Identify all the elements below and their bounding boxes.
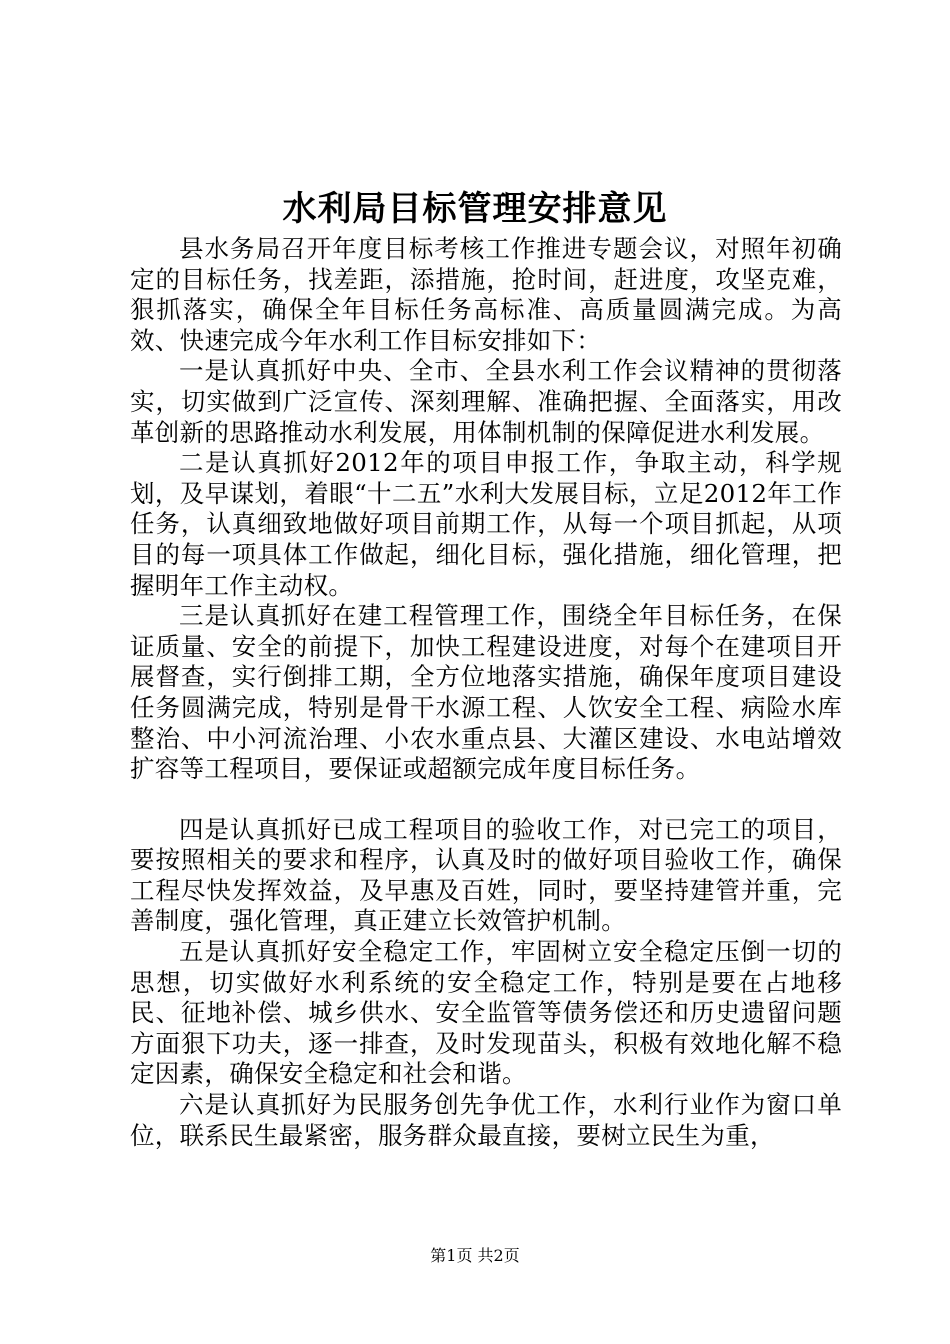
paragraph-item-2: 二是认真抓好2012年的项目申报工作，争取主动，科学规划，及早谋划，着眼“十二五”水利大发展目标，立足2012年工作任务，认真细致地做好项目前期工作，从每一个项目抓起，从项目的每一项具体工作做起，细化目标，强化措施，细化管理，把握明年工作主动权。	[130, 448, 842, 600]
document-body	[130, 234, 842, 1151]
paragraph-intro: 县水务局召开年度目标考核工作推进专题会议，对照年初确定的目标任务，找差距，添措施，抢时间，赶进度，攻坚克难，狠抓落实，确保全年目标任务高标准、高质量圆满完成。为高效、快速完成今年水利工作目标安排如下：	[130, 234, 842, 355]
paragraph-item-1: 一是认真抓好中央、全市、全县水利工作会议精神的贯彻落实，切实做到广泛宣传、深刻理解、准确把握、全面落实，用改革创新的思路推动水利发展，用体制机制的保障促进水利发展。	[130, 356, 842, 447]
paragraph-item-6: 六是认真抓好为民服务创先争优工作，水利行业作为窗口单位，联系民生最紧密，服务群众最直接，要树立民生为重，	[130, 1090, 842, 1150]
page-number-footer: 第1页 共2页	[430, 1246, 520, 1265]
paragraph-item-5: 五是认真抓好安全稳定工作，牢固树立安全稳定压倒一切的思想，切实做好水利系统的安全稳定工作，特别是要在占地移民、征地补偿、城乡供水、安全监管等债务偿还和历史遗留问题方面狠下功夫，逐一排查，及时发现苗头，积极有效地化解不稳定因素，确保安全稳定和社会和谐。	[130, 937, 842, 1089]
paragraph-item-3: 三是认真抓好在建工程管理工作，围绕全年目标任务，在保证质量、安全的前提下，加快工程建设进度，对每个在建项目开展督查，实行倒排工期，全方位地落实措施，确保年度项目建设任务圆满完成，特别是骨干水源工程、人饮安全工程、病险水库整治、中小河流治理、小农水重点县、大灌区建设、水电站增效扩容等工程项目，要保证或超额完成年度目标任务。	[130, 601, 842, 784]
document-title: 水利局目标管理安排意见	[282, 189, 668, 229]
paragraph-item-4: 四是认真抓好已成工程项目的验收工作，对已完工的项目，要按照相关的要求和程序，认真及时的做好项目验收工作，确保工程尽快发挥效益，及早惠及百姓，同时，要坚持建管并重，完善制度，强化管理，真正建立长效管护机制。	[130, 814, 842, 936]
